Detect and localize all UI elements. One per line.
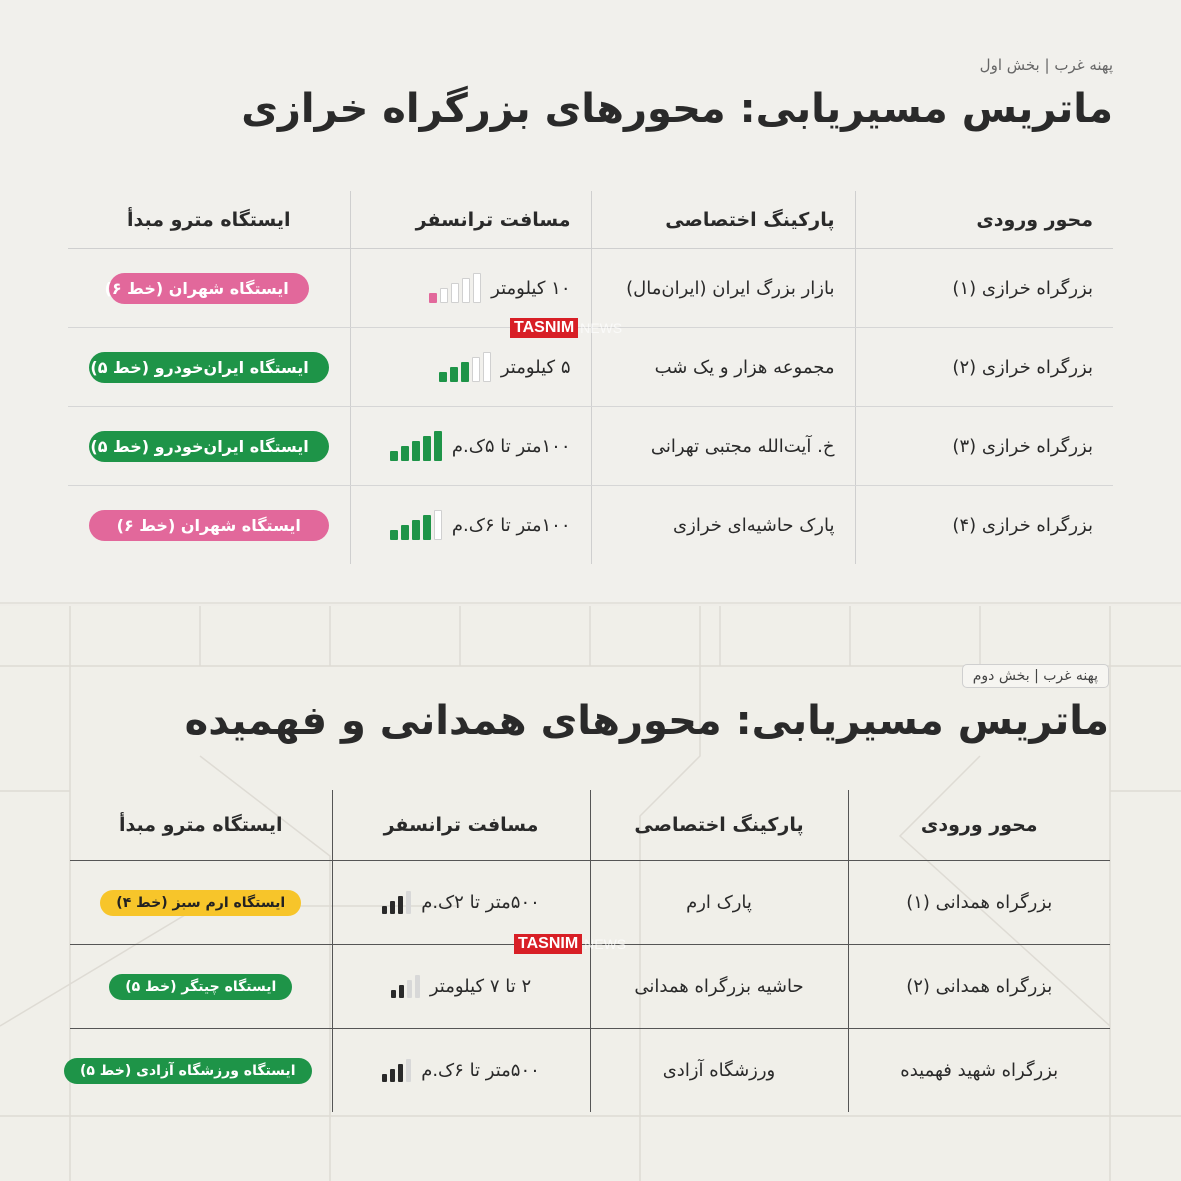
watermark-brand: TASNIM: [510, 318, 578, 338]
header-entry: محور ورودی: [855, 191, 1113, 249]
table-header-row: [68, 191, 1113, 249]
signal-bars-icon: [382, 891, 411, 914]
signal-bars-icon: [382, 1059, 411, 1082]
table-row: [68, 486, 1113, 565]
table-row: [70, 945, 1110, 1029]
part2-title: ماتریس مسیریابی: محورهای همدانی و فهمیده: [184, 698, 1109, 744]
header-entry: محور ورودی: [848, 790, 1110, 861]
station-cell: [68, 328, 350, 407]
signal-bars-icon: [429, 273, 481, 303]
part2-matrix-table: [70, 790, 1110, 1112]
distance-text: ۱۰۰متر تا ۶ک.م: [451, 514, 571, 536]
watermark-suffix: NEWS: [584, 936, 627, 952]
distance-text: ۱۰۰متر تا ۵ک.م: [451, 435, 571, 457]
station-badge: ایستگاه ارم سبز (خط ۴): [100, 890, 301, 916]
station-badge: ایستگاه ایران‌خودرو (خط ۵): [89, 431, 329, 462]
distance-text: ۵۰۰متر تا ۶ک.م: [421, 1060, 540, 1081]
distance-text: ۵۰۰متر تا ۲ک.م: [421, 892, 540, 913]
distance-cell: [350, 328, 591, 407]
header-station: ایستگاه مترو مبدأ: [68, 191, 350, 249]
parking-cell: بازار بزرگ ایران (ایران‌مال): [591, 249, 855, 328]
station-badge: ایستگاه چیتگر (خط ۵): [109, 974, 292, 1000]
station-badge: ایستگاه شهران (خط ۶): [109, 273, 309, 304]
parking-cell: حاشیه بزرگراه همدانی: [590, 945, 848, 1029]
station-badge: ایستگاه ورزشگاه آزادی (خط ۵): [64, 1058, 312, 1084]
table-row: [68, 249, 1113, 328]
station-badge: ایستگاه ایران‌خودرو (خط ۵): [89, 352, 329, 383]
signal-bars-icon: [391, 975, 420, 998]
table-row: [68, 407, 1113, 486]
entry-cell: بزرگراه خرازی (۱): [855, 249, 1113, 328]
entry-cell: بزرگراه خرازی (۴): [952, 514, 1093, 536]
part2-subtitle: پهنه غرب | بخش دوم: [962, 664, 1109, 688]
entry-cell: بزرگراه خرازی (۳): [855, 407, 1113, 486]
station-cell: [68, 486, 350, 565]
header-station: ایستگاه مترو مبدأ: [70, 790, 332, 861]
station-cell: [68, 407, 350, 486]
signal-bars-icon: [390, 510, 442, 540]
distance-cell: [350, 486, 591, 565]
station-cell: [68, 249, 350, 328]
part1-matrix-table: [68, 191, 1113, 564]
parking-cell: خ. آیت‌الله مجتبی تهرانی: [591, 407, 855, 486]
parking-cell: پارک ارم: [590, 861, 848, 945]
entry-cell: بزرگراه شهید فهمیده: [900, 1060, 1059, 1081]
signal-bars-icon: [439, 352, 491, 382]
header-parking: پارکینگ اختصاصی: [591, 191, 855, 249]
signal-bars-icon: [390, 431, 442, 461]
distance-cell: [350, 249, 591, 328]
watermark-brand: TASNIM: [514, 934, 582, 954]
header-distance: مسافت ترانسفر: [332, 790, 590, 861]
watermark-suffix: NEWS: [580, 320, 623, 336]
station-cell: [70, 945, 332, 1029]
distance-cell: [350, 407, 591, 486]
table-header-row: [70, 790, 1110, 861]
distance-text: ۵ کیلومتر: [500, 356, 571, 378]
distance-text: ۱۰ کیلومتر: [491, 277, 571, 299]
entry-cell: بزرگراه خرازی (۲): [855, 328, 1113, 407]
header-distance: مسافت ترانسفر: [350, 191, 591, 249]
distance-cell: [332, 861, 590, 945]
parking-cell: پارک حاشیه‌ای خرازی: [591, 486, 855, 565]
distance-cell: [332, 945, 590, 1029]
entry-cell: بزرگراه همدانی (۱): [848, 861, 1110, 945]
station-cell: [70, 1029, 332, 1113]
table-row: [68, 328, 1113, 407]
part1-title: ماتریس مسیریابی: محورهای بزرگراه خرازی: [241, 86, 1113, 132]
distance-cell: [332, 1029, 590, 1113]
header-parking: پارکینگ اختصاصی: [590, 790, 848, 861]
entry-cell: بزرگراه همدانی (۲): [848, 945, 1110, 1029]
parking-cell: ورزشگاه آزادی: [590, 1029, 848, 1113]
panel-part-2: [0, 606, 1181, 1181]
station-cell: [70, 861, 332, 945]
station-badge: ایستگاه شهران (خط ۶): [89, 510, 329, 541]
part1-subtitle: پهنه غرب | بخش اول: [979, 56, 1113, 74]
table-row: [70, 1029, 1110, 1113]
distance-text: ۲ تا ۷ کیلومتر: [429, 976, 532, 997]
parking-cell: مجموعه هزار و یک شب: [591, 328, 855, 407]
table-row: [70, 861, 1110, 945]
